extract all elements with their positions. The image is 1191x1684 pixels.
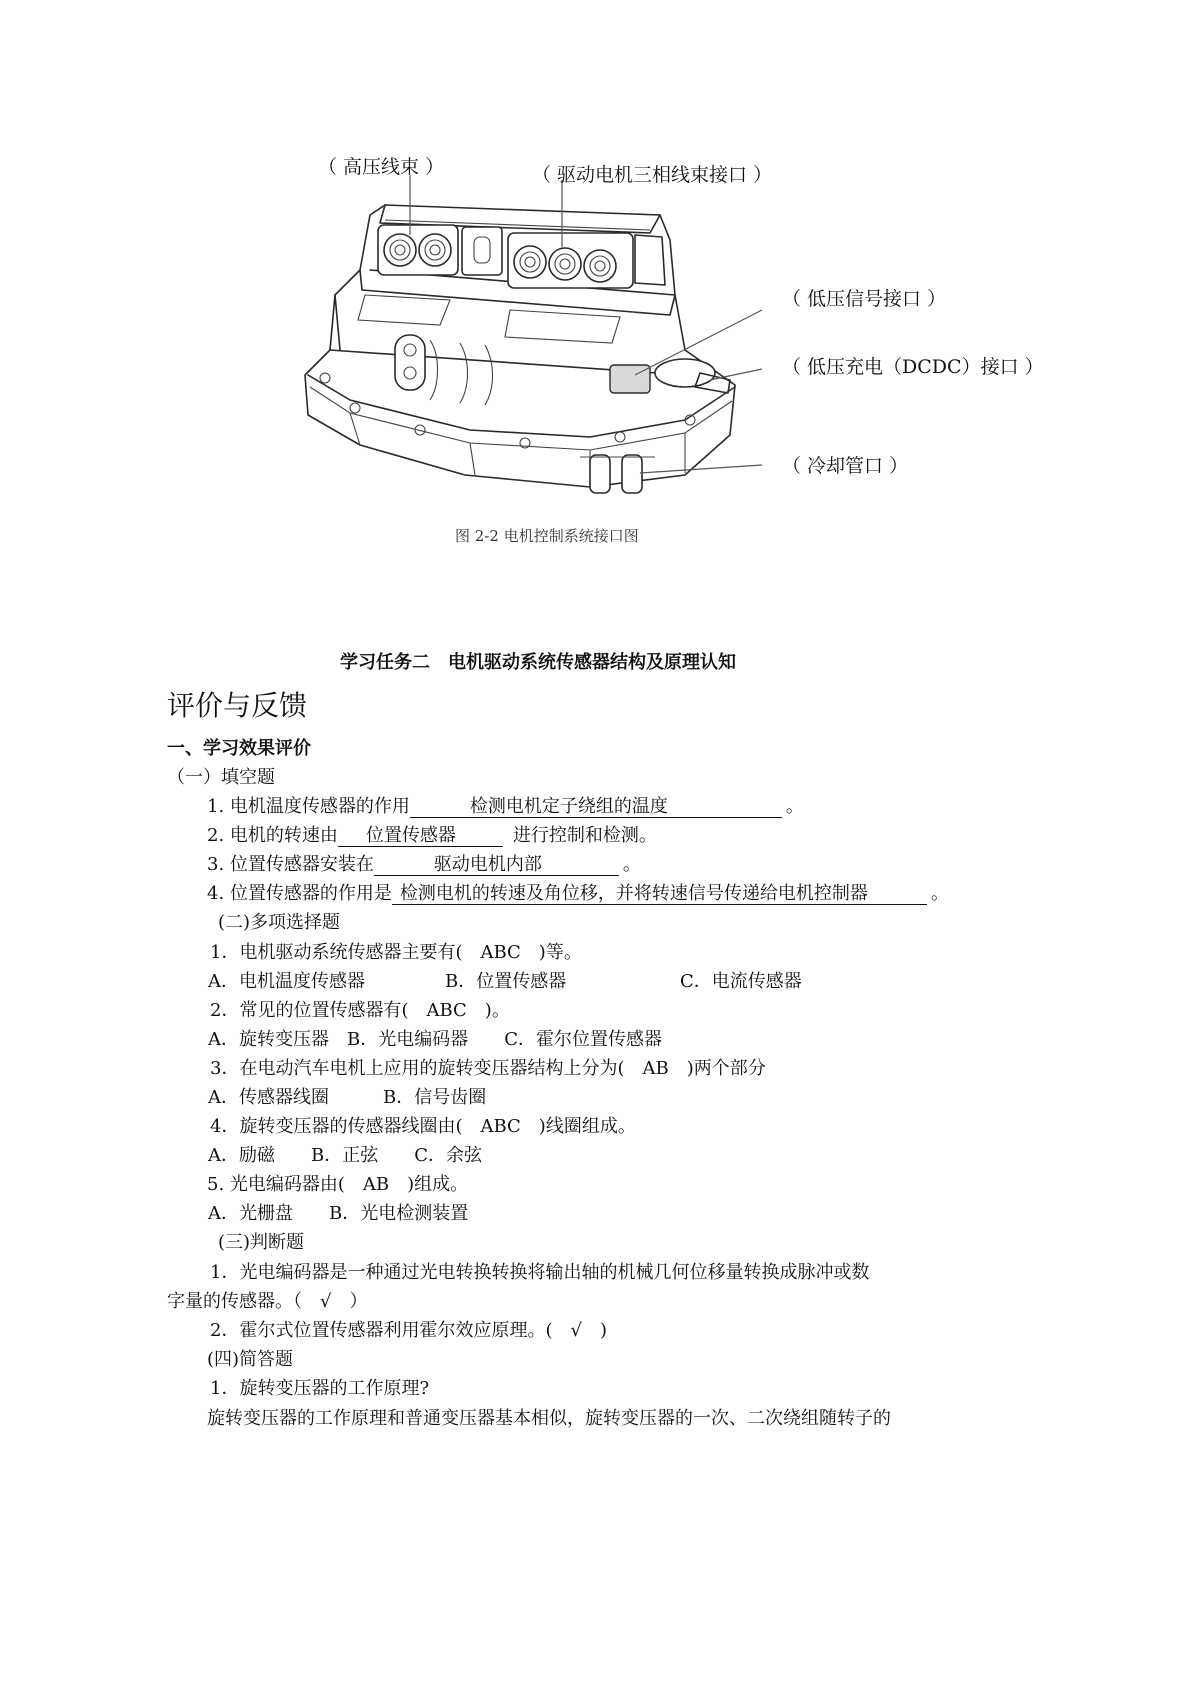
fill-q4-stem: 4. 位置传感器的作用是 (207, 883, 392, 904)
fill-q1-stem: 1. 电机温度传感器的作用 (207, 796, 410, 817)
section-title: 一、学习效果评价 (167, 738, 311, 759)
fill-q4 (207, 879, 949, 905)
multi-q4: 4．旋转变压器的传感器线圈由( ABC )线圈组成。 (210, 1116, 636, 1137)
fill-q4-end: 。 (930, 883, 949, 904)
fill-q3-stem: 3. 位置传感器安装在 (207, 854, 374, 875)
figure-caption: 图 2-2 电机控制系统接口图 (455, 527, 639, 545)
label-low-signal: （ 低压信号接口 ） (782, 288, 947, 310)
section-heading: 评价与反馈 (167, 689, 308, 722)
multi-q5-options: A．光栅盘 B．光电检测装置 (208, 1203, 469, 1224)
motor-controller-drawing (290, 175, 810, 515)
label-cooling: （ 冷却管口 ） (782, 455, 909, 477)
short-title: (四)简答题 (207, 1349, 294, 1370)
fill-q1-end: 。 (785, 796, 804, 817)
label-low-charge: （ 低压充电（DCDC）接口 ） (782, 356, 1044, 378)
multi-q1-option-c: C．电流传感器 (680, 971, 802, 992)
multi-q5: 5. 光电编码器由( AB )组成。 (207, 1174, 469, 1195)
multi-q1: 1．电机驱动系统传感器主要有( ABC )等。 (210, 942, 582, 963)
multi-q3-options: A．传感器线圈 B．信号齿圈 (208, 1087, 487, 1108)
figure-illustration (290, 175, 810, 515)
multi-q1-option-a: A．电机温度传感器 (208, 971, 365, 992)
fill-title: （一）填空题 (167, 767, 275, 788)
fill-q2-end: 进行控制和检测。 (512, 825, 657, 846)
multi-q3: 3．在电动汽车电机上应用的旋转变压器结构上分为( AB )两个部分 (210, 1058, 766, 1079)
fill-q2 (207, 821, 657, 847)
fill-q3-end: 。 (622, 854, 641, 875)
fill-q2-answer: 位置传感器 (338, 826, 503, 847)
label-three-phase: （ 驱动电机三相线束接口 ） (532, 164, 773, 186)
multi-q2-options: A．旋转变压器 B．光电编码器 C．霍尔位置传感器 (208, 1029, 662, 1050)
task-title: 学习任务二 电机驱动系统传感器结构及原理认知 (340, 652, 736, 673)
fill-q1 (207, 792, 804, 818)
short-q1: 1．旋转变压器的工作原理? (210, 1378, 430, 1399)
fill-q1-answer: 检测电机定子绕组的温度 (410, 797, 782, 818)
judge-title: (三)判断题 (218, 1232, 305, 1253)
short-a1: 旋转变压器的工作原理和普通变压器基本相似，旋转变压器的一次、二次绕组随转子的 (207, 1408, 891, 1429)
multi-q2: 2．常见的位置传感器有( ABC )。 (210, 1000, 510, 1021)
judge-q1-line1: 1．光电编码器是一种通过光电转换转换将输出轴的机械几何位移量转换成脉冲或数 (210, 1262, 870, 1283)
fill-q3 (207, 850, 641, 876)
judge-q1-line2: 字量的传感器。（ √ ） (167, 1291, 368, 1312)
label-high-voltage: （ 高压线束 ） (318, 156, 445, 178)
multi-q1-option-b: B．位置传感器 (445, 971, 567, 992)
judge-q2: 2．霍尔式位置传感器利用霍尔效应原理。( √ ) (210, 1320, 607, 1341)
fill-q4-answer: 检测电机的转速及角位移，并将转速信号传递给电机控制器 (392, 884, 927, 905)
multi-title: (二)多项选择题 (218, 912, 341, 933)
multi-q4-options: A．励磁 B．正弦 C．余弦 (208, 1145, 482, 1166)
fill-q3-answer: 驱动电机内部 (374, 855, 619, 876)
fill-q2-stem: 2. 电机的转速由 (207, 825, 338, 846)
